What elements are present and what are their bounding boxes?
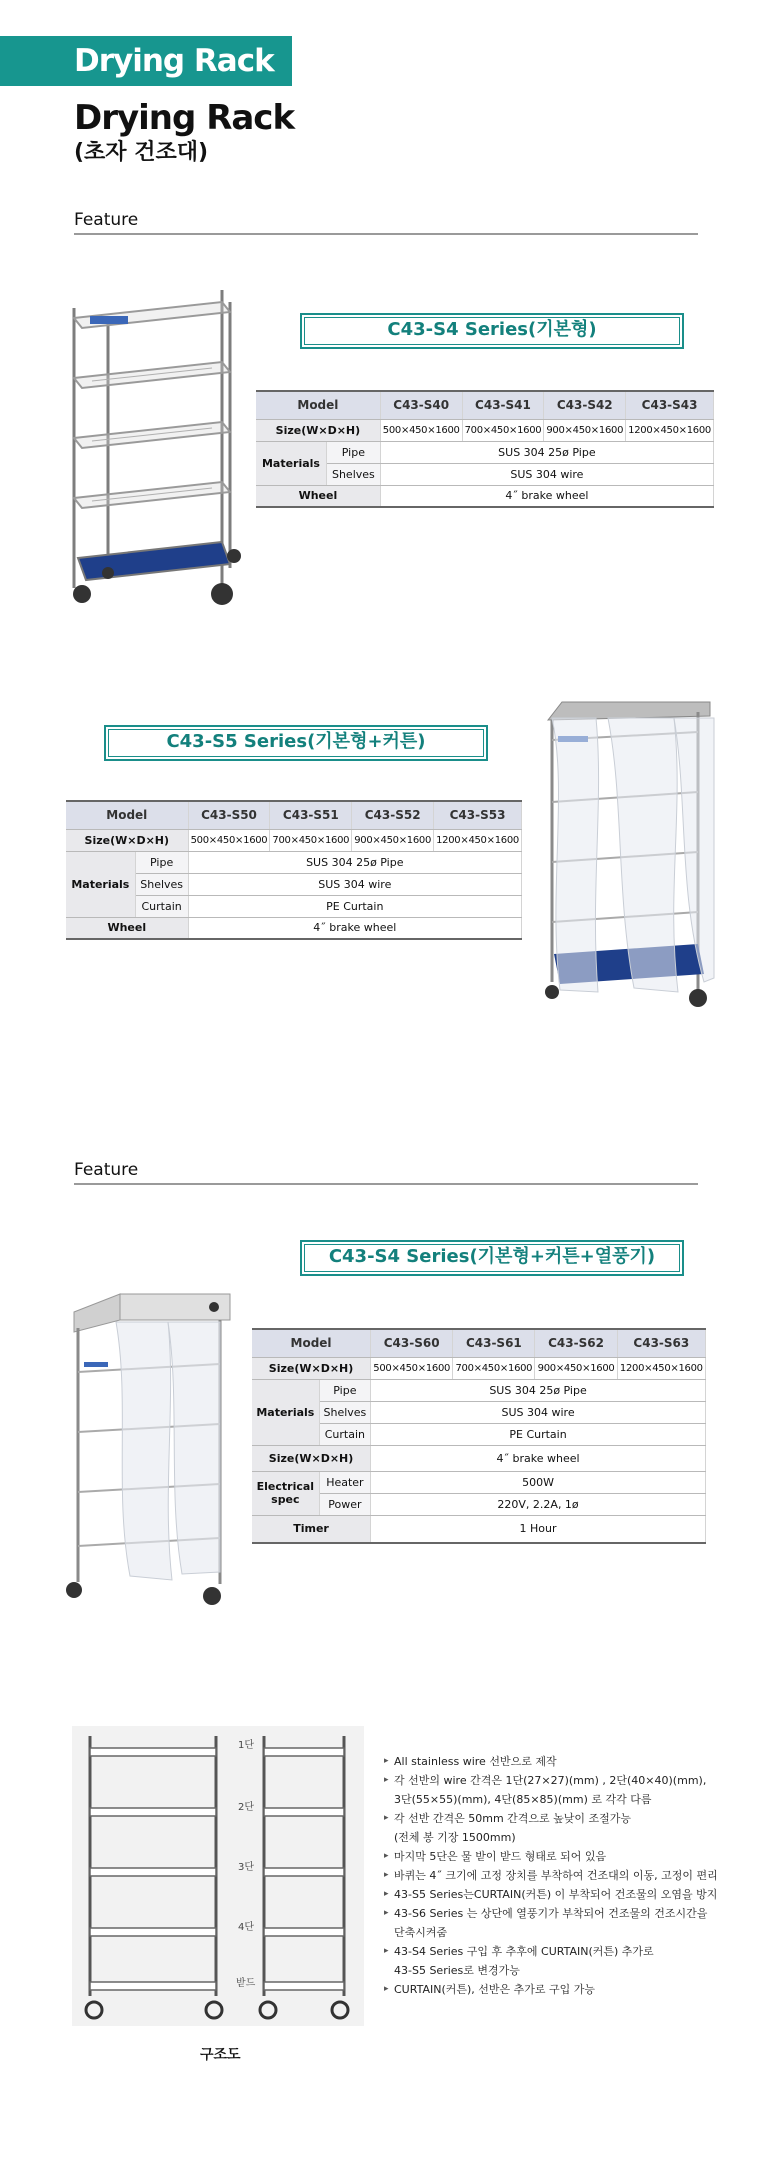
curtain-value: PE Curtain: [188, 895, 521, 917]
note-item: ▸ 각 선반 간격은 50mm 간격으로 높낮이 조절가능: [384, 1809, 744, 1828]
curtain-label: Curtain: [319, 1423, 370, 1445]
note-item: ▸ 바퀴는 4˝ 크기에 고정 장치를 부착하여 건조대의 이동, 고정이 편리: [384, 1866, 744, 1885]
heater-value: 500W: [371, 1471, 706, 1493]
materials-label: Materials: [256, 441, 326, 485]
size-label: Size(W×D×H): [256, 419, 380, 441]
shelves-label: Shelves: [319, 1401, 370, 1423]
model-s50: C43-S50: [188, 801, 270, 829]
divider-2: [74, 1183, 698, 1185]
size-value: 700×450×1600: [453, 1357, 535, 1379]
model-s41: C43-S41: [462, 391, 544, 419]
pipe-label: Pipe: [135, 851, 188, 873]
pipe-value: SUS 304 25ø Pipe: [380, 441, 713, 463]
size-value: 900×450×1600: [535, 1357, 617, 1379]
model-header: Model: [66, 801, 188, 829]
rack-image-curtain: [538, 692, 718, 1012]
note-item: ▸ 43-S4 Series 구입 후 추후에 CURTAIN(커튼) 추가로: [384, 1942, 744, 1961]
shelves-value: SUS 304 wire: [188, 873, 521, 895]
tier-label-2: 2단: [238, 1802, 255, 1813]
size-label: Size(W×D×H): [252, 1357, 371, 1379]
note-item: 3단(55×55)(mm), 4단(85×85)(mm) 로 각각 다름: [394, 1793, 652, 1806]
note-item: 단축시켜줌: [394, 1926, 448, 1939]
materials-label: Materials: [252, 1379, 319, 1445]
electrical-label-line1: Electrical: [256, 1480, 315, 1493]
model-s52: C43-S52: [352, 801, 434, 829]
tier-label-tray: 받드: [236, 1978, 256, 1989]
size-value: 900×450×1600: [544, 419, 626, 441]
spec-table-s5: [66, 800, 522, 940]
feature-notes: [384, 1752, 744, 1999]
pipe-label: Pipe: [319, 1379, 370, 1401]
rack-image-heater: [64, 1292, 236, 1608]
size-value: 500×450×1600: [380, 419, 462, 441]
curtain-label: Curtain: [135, 895, 188, 917]
size-value: 1200×450×1600: [626, 419, 714, 441]
divider-1: [74, 233, 698, 235]
note-item: ▸ 43-S6 Series 는 상단에 열풍기가 부착되어 건조물의 건조시간을: [384, 1904, 744, 1923]
wheel-value: 4˝ brake wheel: [371, 1445, 706, 1471]
tier-label-1: 1단: [238, 1740, 255, 1751]
tier-label-4: 4단: [238, 1922, 255, 1933]
size-value: 1200×450×1600: [434, 829, 522, 851]
structure-drawing: [72, 1726, 364, 2026]
note-item: 43-S5 Series로 변경가능: [394, 1964, 520, 1977]
spec-table-s6: [252, 1328, 706, 1544]
size-value: 700×450×1600: [270, 829, 352, 851]
note-item: (전체 봉 기장 1500mm): [394, 1831, 516, 1844]
timer-label: Timer: [252, 1515, 371, 1543]
model-s42: C43-S42: [544, 391, 626, 419]
shelves-value: SUS 304 wire: [380, 463, 713, 485]
model-s61: C43-S61: [453, 1329, 535, 1357]
note-item: ▸ 마지막 5단은 물 받이 받드 형태로 되어 있음: [384, 1847, 744, 1866]
model-s40: C43-S40: [380, 391, 462, 419]
heater-label: Heater: [319, 1471, 370, 1493]
series-title-s4: C43-S4 Series(기본형): [300, 313, 684, 349]
pipe-value: SUS 304 25ø Pipe: [188, 851, 521, 873]
model-s53: C43-S53: [434, 801, 522, 829]
timer-value: 1 Hour: [371, 1515, 706, 1543]
tier-label-3: 3단: [238, 1862, 255, 1873]
note-item: ▸ 각 선반의 wire 간격은 1단(27×27)(mm) , 2단(40×40)(mm),: [384, 1771, 744, 1790]
electrical-spec-label: [252, 1471, 319, 1515]
model-s62: C43-S62: [535, 1329, 617, 1357]
size-value: 700×450×1600: [462, 419, 544, 441]
size-label: Size(W×D×H): [66, 829, 188, 851]
shelves-label: Shelves: [326, 463, 380, 485]
wheel-value: 4˝ brake wheel: [188, 917, 521, 939]
wheel-size-label: Size(W×D×H): [252, 1445, 371, 1471]
materials-label: Materials: [66, 851, 135, 917]
page-subtitle: (초자 건조대): [74, 140, 209, 165]
model-header: Model: [252, 1329, 371, 1357]
model-s63: C43-S63: [617, 1329, 705, 1357]
model-s51: C43-S51: [270, 801, 352, 829]
size-value: 1200×450×1600: [617, 1357, 705, 1379]
wheel-label: Wheel: [256, 485, 380, 507]
model-header: Model: [256, 391, 380, 419]
pipe-value: SUS 304 25ø Pipe: [371, 1379, 706, 1401]
model-s43: C43-S43: [626, 391, 714, 419]
note-item: ▸ All stainless wire 선반으로 제작: [384, 1752, 744, 1771]
power-value: 220V, 2.2A, 1ø: [371, 1493, 706, 1515]
structure-diagram: [72, 1726, 364, 2026]
model-s60: C43-S60: [371, 1329, 453, 1357]
series-title-s5: C43-S5 Series(기본형+커튼): [104, 725, 488, 761]
power-label: Power: [319, 1493, 370, 1515]
size-value: 500×450×1600: [371, 1357, 453, 1379]
note-item: ▸ CURTAIN(커튼), 선반은 추가로 구입 가능: [384, 1980, 744, 1999]
shelves-label: Shelves: [135, 873, 188, 895]
rack-image-basic: [62, 288, 242, 630]
page-title: Drying Rack: [74, 98, 295, 138]
size-value: 900×450×1600: [352, 829, 434, 851]
feature-heading-1: Feature: [74, 210, 139, 230]
spec-table-s4: [256, 390, 714, 508]
diagram-caption: 구조도: [200, 2047, 241, 2063]
note-item: ▸ 43-S5 Series는CURTAIN(커튼) 이 부착되어 건조물의 오염을 방지: [384, 1885, 744, 1904]
series-title-s6: C43-S4 Series(기본형+커튼+열풍기): [300, 1240, 684, 1276]
wheel-value: 4˝ brake wheel: [380, 485, 713, 507]
wheel-label: Wheel: [66, 917, 188, 939]
shelves-value: SUS 304 wire: [371, 1401, 706, 1423]
header-tag: Drying Rack: [0, 36, 292, 86]
pipe-label: Pipe: [326, 441, 380, 463]
curtain-value: PE Curtain: [371, 1423, 706, 1445]
electrical-label-line2: spec: [271, 1493, 300, 1506]
size-value: 500×450×1600: [188, 829, 270, 851]
feature-heading-2: Feature: [74, 1160, 139, 1180]
